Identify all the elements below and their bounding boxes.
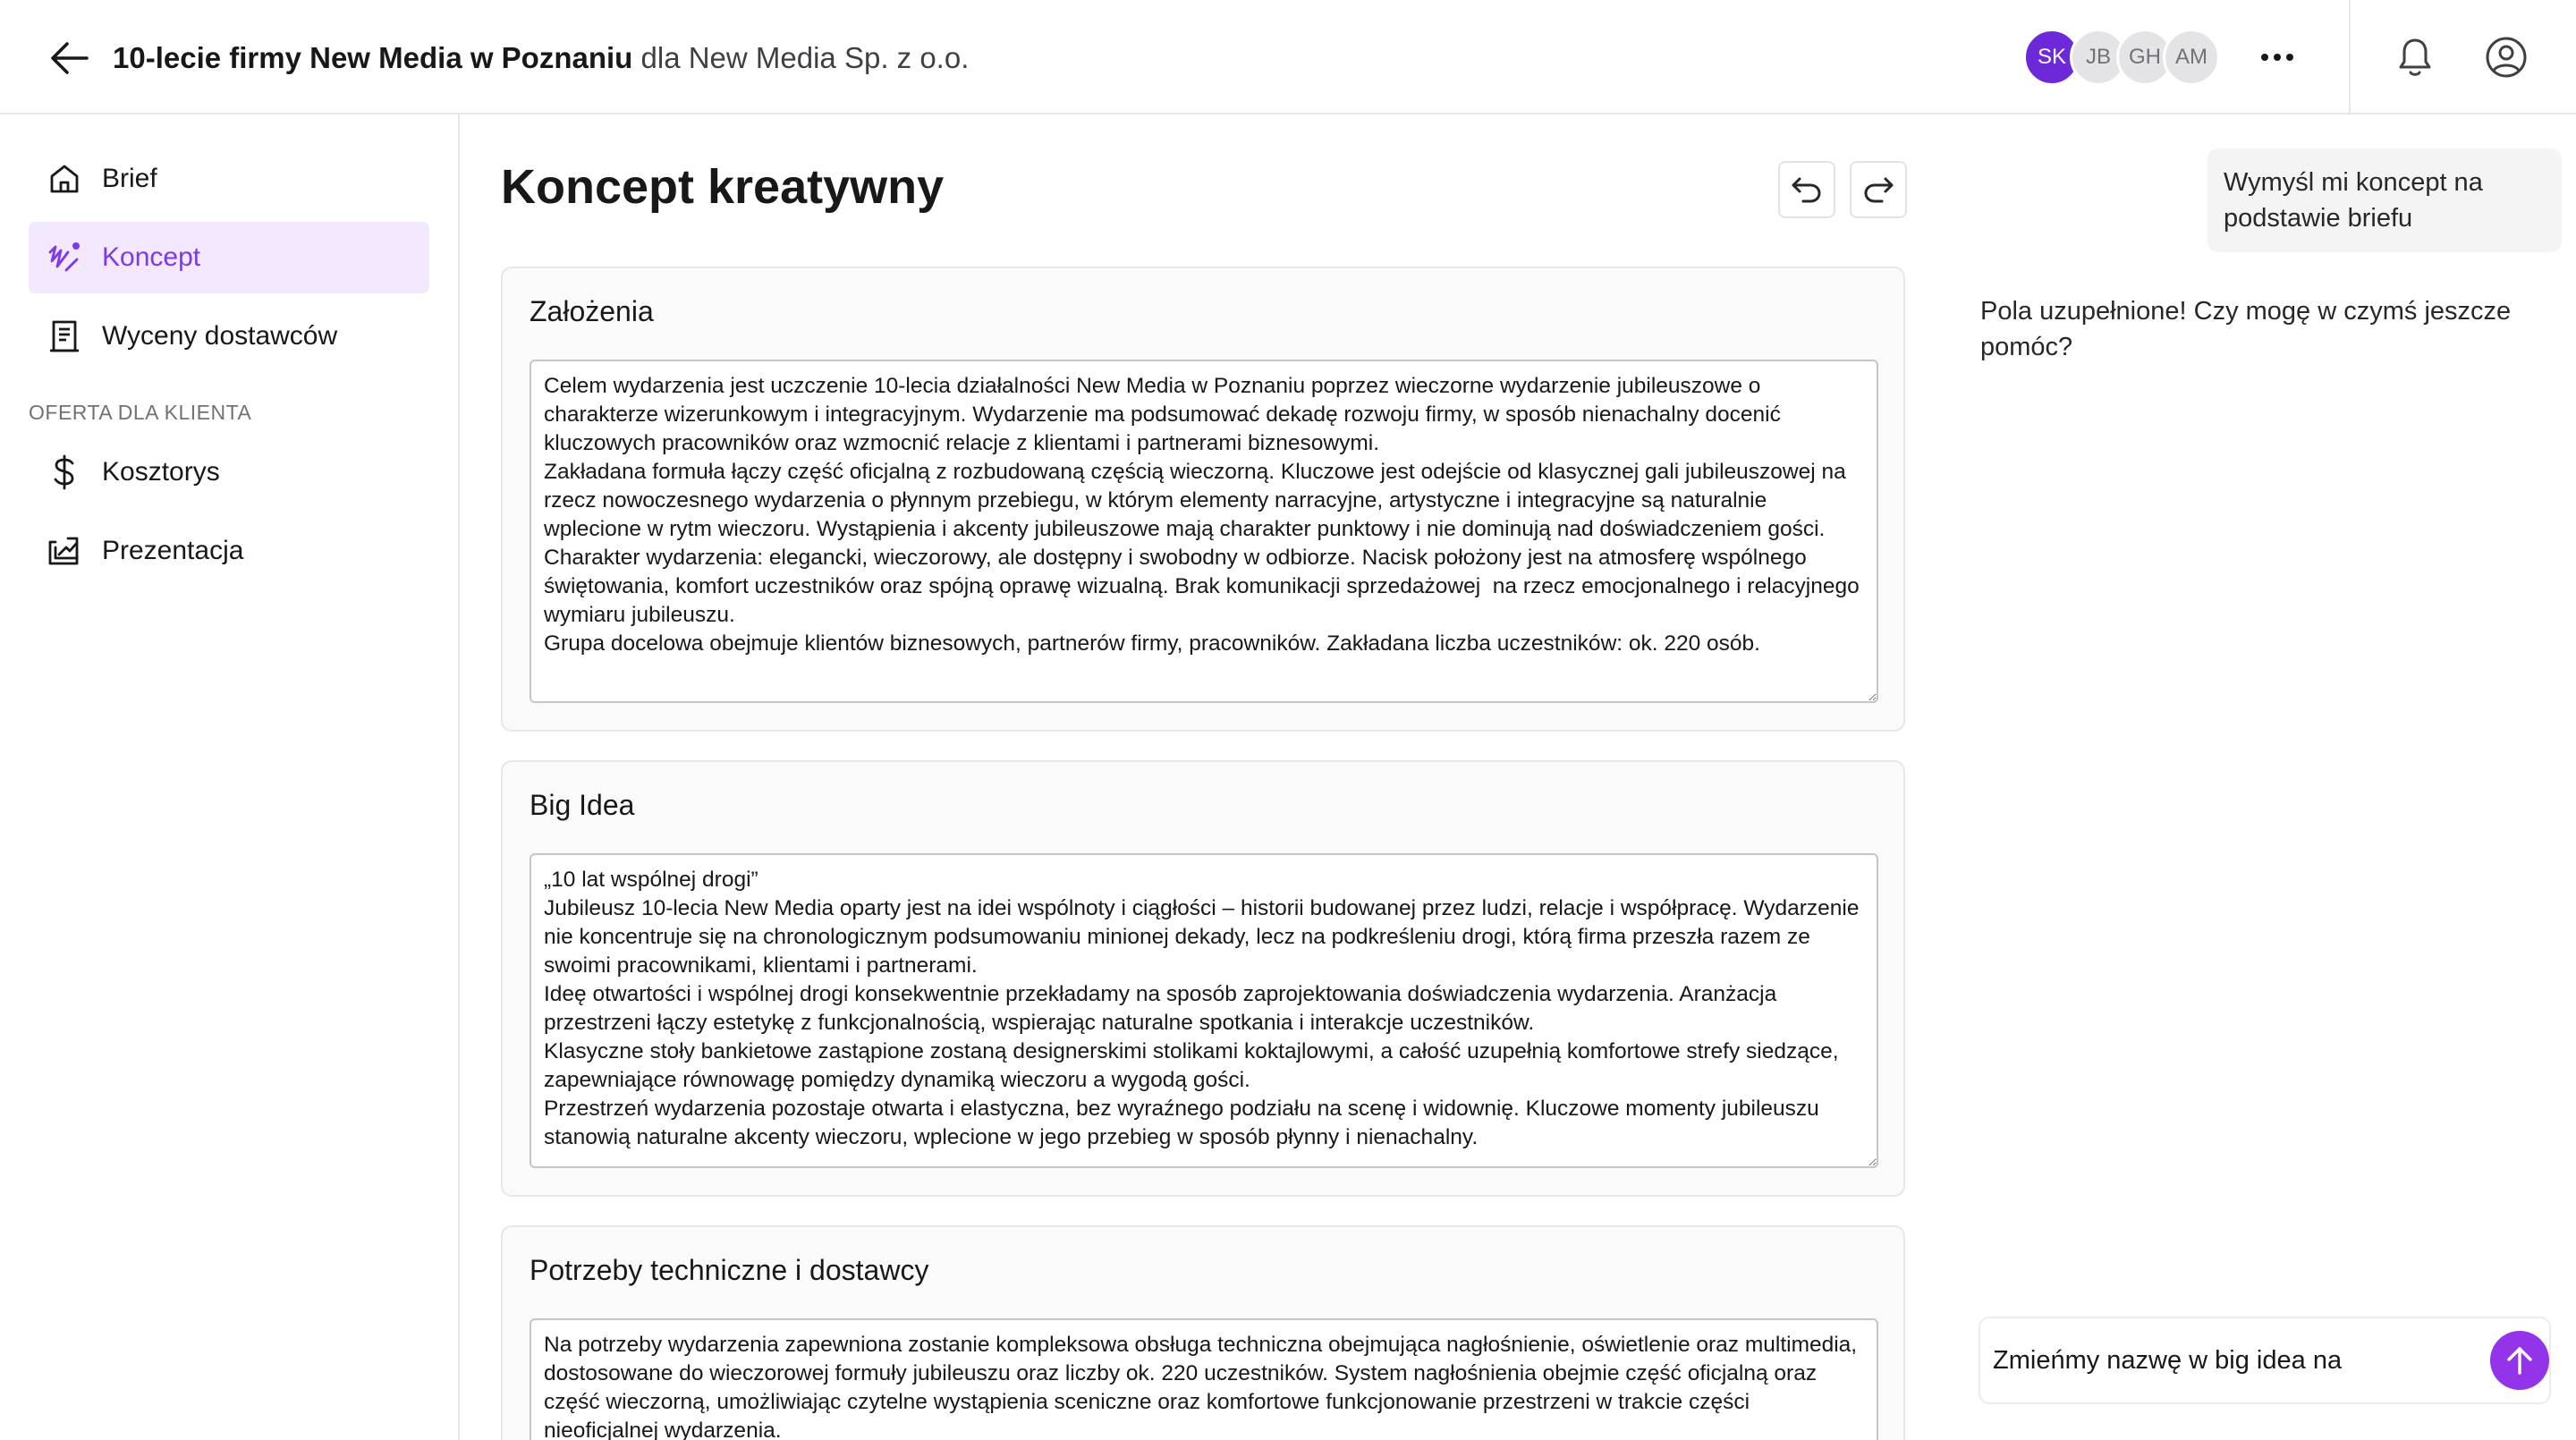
notifications-button[interactable] — [2392, 34, 2438, 80]
avatar[interactable]: AM — [2163, 29, 2220, 86]
arrow-left-icon — [49, 40, 90, 76]
chat-input[interactable] — [1993, 1338, 2485, 1383]
collaborator-avatars — [2023, 29, 2220, 86]
top-header — [0, 0, 2576, 114]
avatar[interactable]: GH — [2116, 29, 2174, 86]
card-title: Potrzeby techniczne i dostawcy — [530, 1254, 929, 1286]
sidebar — [0, 114, 460, 1440]
chat-input-box — [1979, 1317, 2551, 1404]
sparkle-pen-icon — [47, 240, 82, 275]
event-name: 10-lecie firmy New Media w Poznaniu — [113, 41, 633, 74]
sidebar-item-label: Wyceny dostawców — [102, 321, 338, 351]
assistant-message: Pola uzupełnione! Czy mogę w czymś jeszcze pomóc? — [1980, 297, 2512, 361]
sidebar-item-prezentacja[interactable] — [29, 515, 429, 587]
arrow-up-icon — [2505, 1345, 2534, 1376]
client-name: dla New Media Sp. z o.o. — [632, 41, 970, 74]
more-horizontal-icon — [2259, 52, 2295, 63]
sidebar-item-koncept[interactable] — [29, 222, 429, 293]
card-zalozenia — [501, 267, 1905, 732]
user-message: Wymyśl mi koncept na podstawie briefu — [2207, 148, 2562, 252]
presentation-icon — [47, 533, 82, 569]
sidebar-item-label: Koncept — [102, 242, 201, 272]
dollar-icon — [47, 454, 82, 490]
receipt-icon — [47, 318, 82, 354]
section-label-oferta: OFERTA DLA KLIENTA — [29, 401, 252, 424]
sidebar-item-kosztorys[interactable] — [29, 436, 429, 508]
redo-icon — [1862, 175, 1894, 204]
sidebar-item-label: Kosztorys — [102, 457, 220, 487]
send-button[interactable] — [2490, 1331, 2549, 1390]
sidebar-item-label: Brief — [102, 164, 157, 193]
undo-icon — [1791, 175, 1823, 204]
bell-icon — [2397, 37, 2433, 78]
card-potrzeby-techniczne — [501, 1225, 1905, 1440]
back-button[interactable] — [45, 36, 95, 80]
redo-button[interactable] — [1850, 161, 1907, 218]
user-circle-icon — [2485, 36, 2528, 79]
header-divider — [2349, 0, 2351, 114]
event-title — [113, 38, 969, 79]
home-icon — [47, 161, 82, 197]
more-options-button[interactable] — [2256, 36, 2299, 79]
chat-panel — [1952, 114, 2576, 1440]
sidebar-item-brief[interactable] — [29, 143, 429, 215]
avatar[interactable]: SK — [2023, 29, 2080, 86]
card-big-idea — [501, 760, 1905, 1197]
sidebar-item-wyceny[interactable] — [29, 301, 429, 372]
card-title: Założenia — [530, 295, 654, 327]
avatar[interactable]: JB — [2070, 29, 2127, 86]
undo-button[interactable] — [1778, 161, 1835, 218]
potrzeby-textarea[interactable] — [530, 1318, 1878, 1440]
user-profile-button[interactable] — [2483, 34, 2529, 80]
big-idea-textarea[interactable] — [530, 853, 1878, 1168]
sidebar-item-label: Prezentacja — [102, 536, 244, 565]
card-title: Big Idea — [530, 789, 635, 821]
page-title: Koncept kreatywny — [501, 160, 945, 214]
zalozenia-textarea[interactable] — [530, 360, 1878, 703]
main-content — [460, 114, 1952, 1440]
